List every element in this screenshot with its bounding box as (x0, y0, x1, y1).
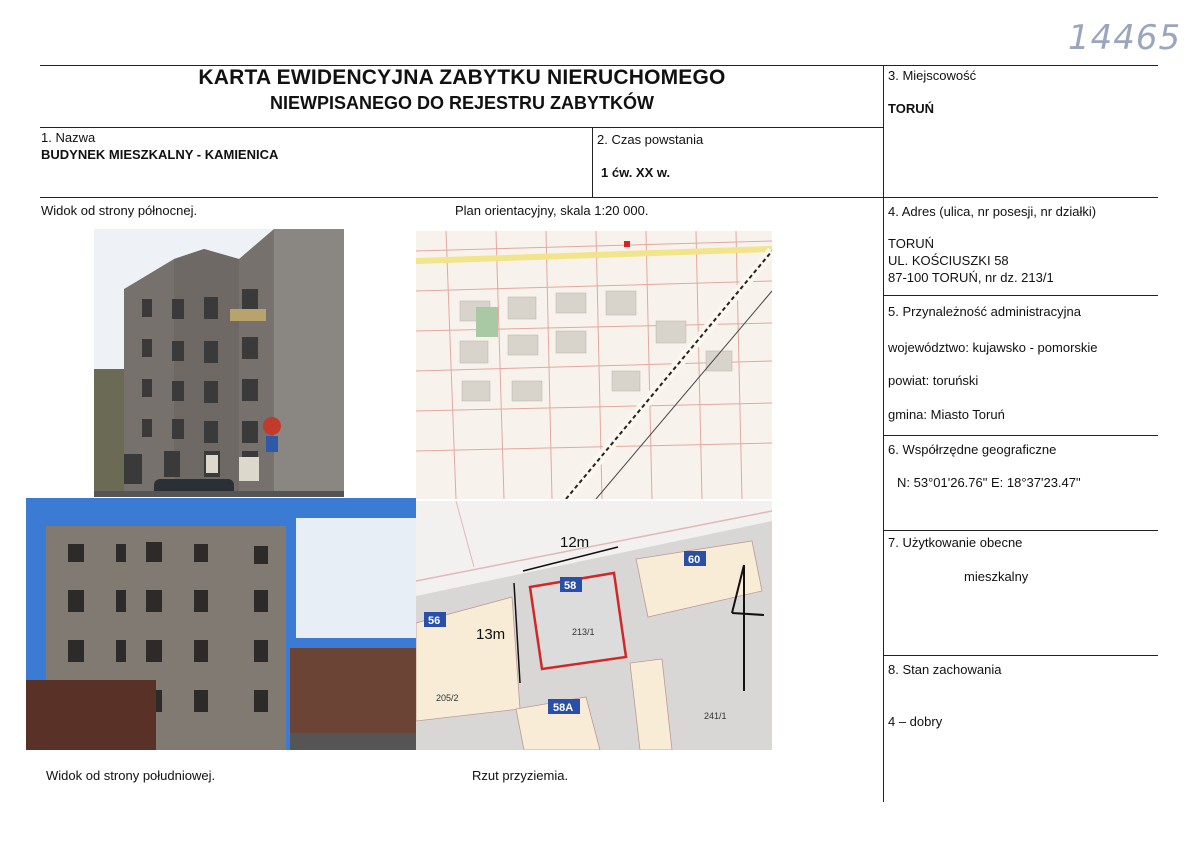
section-line-4 (883, 530, 1158, 531)
card-subtitle: NIEWPISANEGO DO REJESTRU ZABYTKÓW (269, 93, 655, 113)
condition-value: 4 – dobry (888, 714, 943, 729)
address-line-1: TORUŃ (888, 236, 934, 251)
voivodeship: województwo: kujawsko - pomorskie (888, 340, 1098, 355)
name-time-divider (592, 127, 593, 197)
address-line-3: 87-100 TORUŃ, nr dz. 213/1 (888, 270, 1054, 285)
dimension-depth: 13m (476, 626, 506, 643)
site-plan (416, 501, 772, 750)
badge-58: 58 (564, 580, 577, 592)
name-value: BUDYNEK MIESZKALNY - KAMIENICA (41, 147, 279, 162)
section-line-2 (883, 295, 1158, 296)
badge-60: 60 (688, 554, 701, 566)
time-value: 1 ćw. XX w. (601, 165, 671, 180)
name-label: 1. Nazwa (41, 130, 96, 145)
time-label: 2. Czas powstania (597, 132, 704, 147)
condition-label: 8. Stan zachowania (888, 662, 1002, 677)
section-line-1 (40, 197, 1158, 198)
south-facade-photo (26, 498, 416, 750)
badge-56: 56 (428, 615, 441, 627)
county: powiat: toruński (888, 373, 979, 388)
frame-column-divider (883, 65, 884, 802)
parcel-205-2: 205/2 (436, 693, 459, 703)
locality-value: TORUŃ (888, 101, 934, 116)
usage-label: 7. Użytkowanie obecne (888, 535, 1023, 550)
north-view-caption: Widok od strony północnej. (41, 203, 198, 218)
address-label: 4. Adres (ulica, nr posesji, nr działki) (888, 204, 1097, 219)
commune: gmina: Miasto Toruń (888, 407, 1005, 422)
section-line-5 (883, 655, 1158, 656)
admin-label: 5. Przynależność administracyjna (888, 304, 1081, 319)
usage-value: mieszkalny (964, 569, 1029, 584)
locality-label: 3. Miejscowość (888, 68, 977, 83)
badge-58a: 58A (553, 702, 574, 714)
north-facade-photo (94, 229, 344, 497)
coordinates-value: N: 53°01'26.76" E: 18°37'23.47" (897, 475, 1081, 490)
ground-plan-caption: Rzut przyziemia. (472, 768, 569, 783)
address-line-2: UL. KOŚCIUSZKI 58 (888, 253, 1009, 268)
orientation-map (416, 231, 772, 499)
parcel-213-1: 213/1 (572, 627, 595, 637)
dimension-width: 12m (560, 534, 590, 551)
section-line-3 (883, 435, 1158, 436)
card-title: KARTA EWIDENCYJNA ZABYTKU NIERUCHOMEGO (198, 66, 726, 89)
plan-caption: Plan orientacyjny, skala 1:20 000. (455, 203, 649, 218)
parcel-241-1: 241/1 (704, 711, 727, 721)
south-view-caption: Widok od strony południowej. (46, 768, 216, 783)
handwritten-inventory-number: 14465 (1068, 18, 1182, 58)
coordinates-label: 6. Współrzędne geograficzne (888, 442, 1057, 457)
header-bottom-line (40, 127, 883, 128)
